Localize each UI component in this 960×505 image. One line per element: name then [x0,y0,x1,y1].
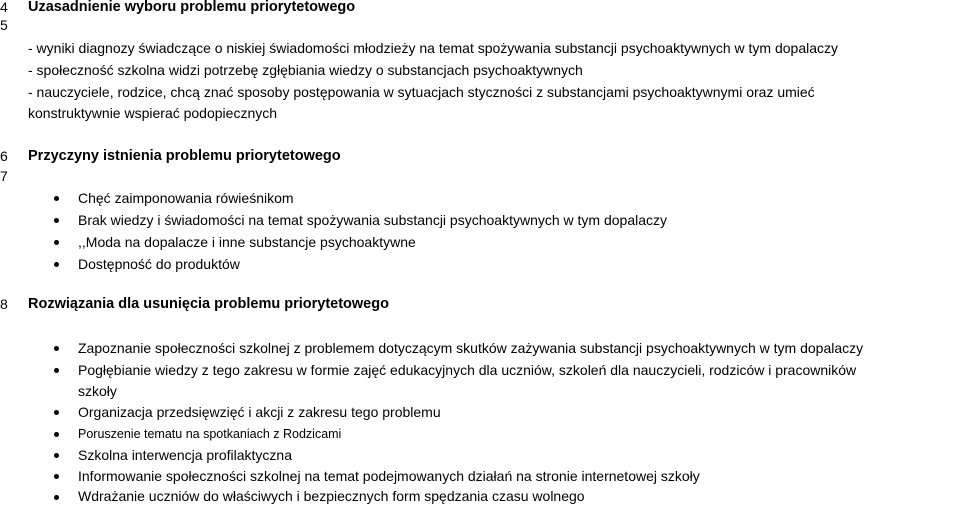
list-item: Dostępność do produktów [78,256,240,272]
section-heading-justification: Uzasadnienie wyboru problemu priorytetowego [28,0,356,15]
line-number: 7 [0,168,8,184]
bullet-icon [54,410,59,415]
list-item: Wdrażanie uczniów do właściwych i bezpiecznych form spędzania czasu wolnego [78,488,585,504]
bullet-icon [54,240,59,245]
list-item: Zapoznanie społeczności szkolnej z problemem dotyczącym skutków zażywania substancji psychoaktywnych w tym dopalaczy [78,340,864,356]
bullet-icon [54,368,59,373]
list-item-continuation: szkoły [78,383,117,399]
text-line: - wyniki diagnozy świadczące o niskiej świadomości młodzieży na temat spożywania substancji psychoaktywnych w tym dopalaczy [28,40,839,56]
bullet-icon [54,495,59,500]
line-number: 5 [0,17,8,33]
text-line: - nauczyciele, rodzice, chcą znać sposoby postępowania w sytuacjach styczności z substancjami psychoaktywnymi oraz umieć [28,84,815,100]
bullet-icon [54,262,59,267]
section-heading-causes: Przyczyny istnienia problemu priorytetowego [28,148,341,164]
bullet-icon [54,218,59,223]
list-item: Brak wiedzy i świadomości na temat spożywania substancji psychoaktywnych w tym dopalaczy [78,212,668,228]
bullet-icon [54,196,59,201]
text-line: - społeczność szkolna widzi potrzebę zgłębiania wiedzy o substancjach psychoaktywnych [28,62,583,78]
bullet-icon [54,432,59,437]
bullet-icon [54,453,59,458]
bullet-icon [54,346,59,351]
text-line: konstruktywnie wspierać podopiecznych [28,105,278,121]
list-item: Szkolna interwencja profilaktyczna [78,447,292,463]
list-item: Poruszenie tematu na spotkaniach z Rodzicami [78,427,342,441]
section-heading-solutions: Rozwiązania dla usunięcia problemu priorytetowego [28,296,389,312]
list-item: Informowanie społeczności szkolnej na temat podejmowanych działań na stronie internetowej szkoły [78,468,700,484]
line-number: 8 [0,296,8,312]
line-number: 4 [0,0,8,15]
list-item: Pogłębianie wiedzy z tego zakresu w formie zajęć edukacyjnych dla uczniów, szkoleń dla nauczycieli, rodziców i pracowników [78,362,857,378]
list-item: Chęć zaimponowania rówieśnikom [78,190,294,206]
line-number: 6 [0,148,8,164]
bullet-icon [54,474,59,479]
list-item: ,,Moda na dopalacze i inne substancje psychoaktywne [78,234,416,250]
list-item: Organizacja przedsięwzięć i akcji z zakresu tego problemu [78,404,441,420]
